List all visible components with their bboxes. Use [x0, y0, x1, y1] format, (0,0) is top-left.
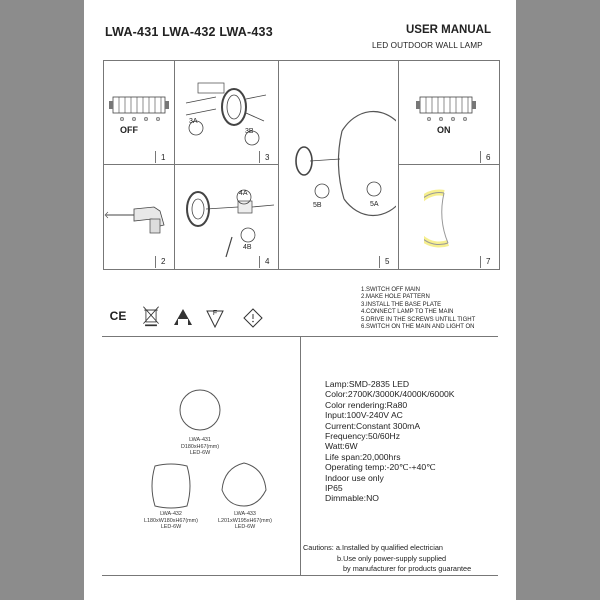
step-4a-label: 4A	[239, 190, 248, 197]
lamp-lit-illustration	[424, 189, 484, 249]
step-item: 1.SWITCH OFF MAIN	[361, 287, 420, 293]
model-lwa-432-caption	[131, 511, 211, 531]
model-power: LED-6W	[160, 524, 182, 531]
model-lwa-431-caption	[160, 437, 240, 457]
step-3a-label: 3A	[189, 118, 198, 125]
spec-item: Life span:20,000hrs	[325, 451, 401, 462]
step-item: 4.CONNECT LAMP TO THE MAIN	[361, 309, 454, 316]
model-name: LWA-431	[189, 437, 211, 443]
spec-item: Dimmable:NO	[325, 493, 379, 504]
class2-icon	[172, 307, 194, 329]
spec-item: Current:Constant 300mA	[325, 420, 421, 431]
model-dimensions: D180xH67(mm)	[180, 443, 220, 450]
panel-number: 3	[265, 153, 270, 162]
model-name: LWA-433	[234, 511, 256, 517]
lwa-431-round-lamp-icon	[178, 388, 222, 438]
panel-number: 4	[265, 257, 270, 266]
installation-steps-grid	[103, 60, 500, 270]
model-numbers: LWA-431 LWA-432 LWA-433	[105, 25, 273, 39]
lwa-432-square-lamp-icon	[147, 462, 195, 510]
step-item: 5.DRIVE IN THE SCREWS UNTILL TIGHT	[361, 316, 476, 323]
model-dimensions: L180xW180xH67(mm)	[144, 517, 198, 524]
step-4b-label: 4B	[243, 244, 252, 251]
base-plate-illustration	[176, 73, 276, 158]
divider	[102, 575, 498, 576]
spec-item: Indoor use only	[325, 472, 384, 483]
mount-lamp-illustration	[284, 81, 396, 231]
cautions-block	[303, 543, 471, 575]
caution-line: Cautions: a.Installed by qualified electrician	[303, 543, 443, 552]
spec-item: Watt:6W	[325, 441, 358, 452]
spec-item: Frequency:50/60Hz	[325, 431, 400, 442]
model-lwa-433-caption	[204, 511, 286, 531]
instruction-steps	[361, 287, 475, 331]
warning-icon	[242, 307, 264, 329]
wiring-illustration	[176, 177, 276, 262]
spec-item: Color:2700K/3000K/4000K/6000K	[325, 389, 455, 400]
caution-line: b.Use only power-supply supplied	[337, 553, 447, 563]
spec-item: Lamp:SMD-2835 LED	[325, 379, 410, 389]
terminal-block-off-illustration	[109, 89, 171, 139]
spec-item: Color rendering:Ra80	[325, 399, 408, 410]
spec-item: Input:100V-240V AC	[325, 410, 403, 421]
step-item: 6.SWITCH ON THE MAIN AND LIGHT ON	[361, 324, 475, 331]
panel-number: 1	[161, 153, 166, 162]
panel-number: 5	[385, 257, 390, 266]
model-name: LWA-432	[160, 511, 182, 517]
step-item: 3.INSTALL THE BASE PLATE	[361, 301, 442, 308]
lwa-433-triangle-lamp-icon	[218, 460, 270, 510]
step-5b-label: 5B	[313, 202, 322, 209]
panel-number: 6	[486, 153, 491, 162]
step-3b-label: 3B	[245, 128, 254, 135]
f-mark-label: F	[212, 310, 218, 317]
model-dimensions: L201xW195xH67(mm)	[218, 517, 272, 524]
spec-item: IP65	[325, 483, 343, 494]
off-label: OFF	[120, 125, 138, 135]
step-item: 2.MAKE HOLE PATTERN	[361, 294, 430, 301]
specifications-list	[325, 379, 455, 504]
weee-bin-icon	[140, 305, 162, 327]
model-power: LED-6W	[189, 450, 211, 457]
manual-title: USER MANUAL	[406, 24, 491, 36]
product-name: LED OUTDOOR WALL LAMP	[372, 41, 483, 50]
model-power: LED-6W	[234, 524, 256, 531]
ce-mark-icon: CE	[109, 309, 127, 323]
panel-number: 7	[486, 257, 491, 266]
divider	[300, 337, 301, 575]
panel-number: 2	[161, 257, 166, 266]
spec-item: Operating temp:-20℃-+40℃	[325, 462, 436, 473]
step-5a-label: 5A	[370, 201, 379, 208]
drill-illustration	[104, 195, 172, 239]
on-label: ON	[437, 125, 451, 135]
caution-line: by manufacturer for products guarantee	[343, 564, 472, 573]
